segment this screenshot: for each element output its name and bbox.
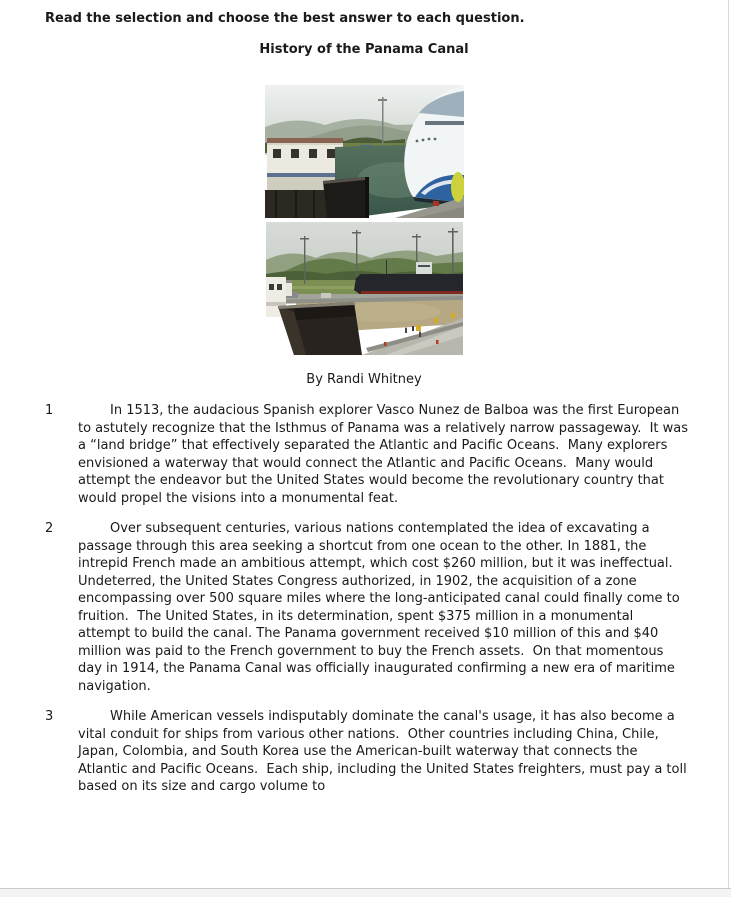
paragraph-text: Over subsequent centuries, various nations contemplated the idea of excavating a passage through this area seeking a shortcut from one ocean to the other. In 1881, the intrepid French made an ambitious attempt, which cost $260 million, but it was ineffectual. Undeterred, the United States Congress authorized, in 1902, the acquisition of a zone encompassing over 500 square miles where the long-anticipated canal could finally come to fruition. The United States, in its determination, spent $375 million in a monumental attempt to build the canal. The Panama government received $10 million of this and $40 million was paid to the French government to buy the French assets. On that momentous day in 1914, the Panama Canal was officially inaugurated confirming a new era of maritime navigation. <box>78 521 684 694</box>
bottom-edge-bar <box>0 888 731 897</box>
instruction-text: Read the selection and choose the best answer to each question. <box>45 11 525 26</box>
photo-stack <box>0 85 728 355</box>
passage-body <box>45 402 693 796</box>
paragraph-2 <box>45 520 689 695</box>
paragraph-number: 1 <box>45 403 54 418</box>
paragraph-text: While American vessels indisputably dominate the canal's usage, it has also become a vital conduit for ships from various other nations. Other countries including China, Chile, Japan, Colombia, and South Korea use the American-built waterway that connects the Atlantic and Pacific Oceans. Each ship, including the United States freighters, must pay a toll based on its size and cargo volume to <box>78 709 691 794</box>
canal-photo-cargo-ship <box>266 222 463 355</box>
paragraph-1 <box>45 402 693 507</box>
paragraph-number: 2 <box>45 521 54 536</box>
passage-title: History of the Panama Canal <box>259 42 469 57</box>
paragraph-text: In 1513, the audacious Spanish explorer Vasco Nunez de Balboa was the first European to astutely recognize that the Isthmus of Panama was a relatively narrow passageway. It was a “land bridge” that effectively separated the Atlantic and Pacific Oceans. Many explorers envisioned a waterway that would connect the Atlantic and Pacific Oceans. Many would attempt the endeavor but the United States would become the revolutionary country that would propel the visions into a monumental feat. <box>78 403 693 506</box>
canal-photo-cruise-ship <box>265 85 464 218</box>
byline: By Randi Whitney <box>306 372 422 387</box>
content-right-border <box>728 0 729 889</box>
paragraph-3 <box>45 708 689 796</box>
paragraph-number: 3 <box>45 709 54 724</box>
